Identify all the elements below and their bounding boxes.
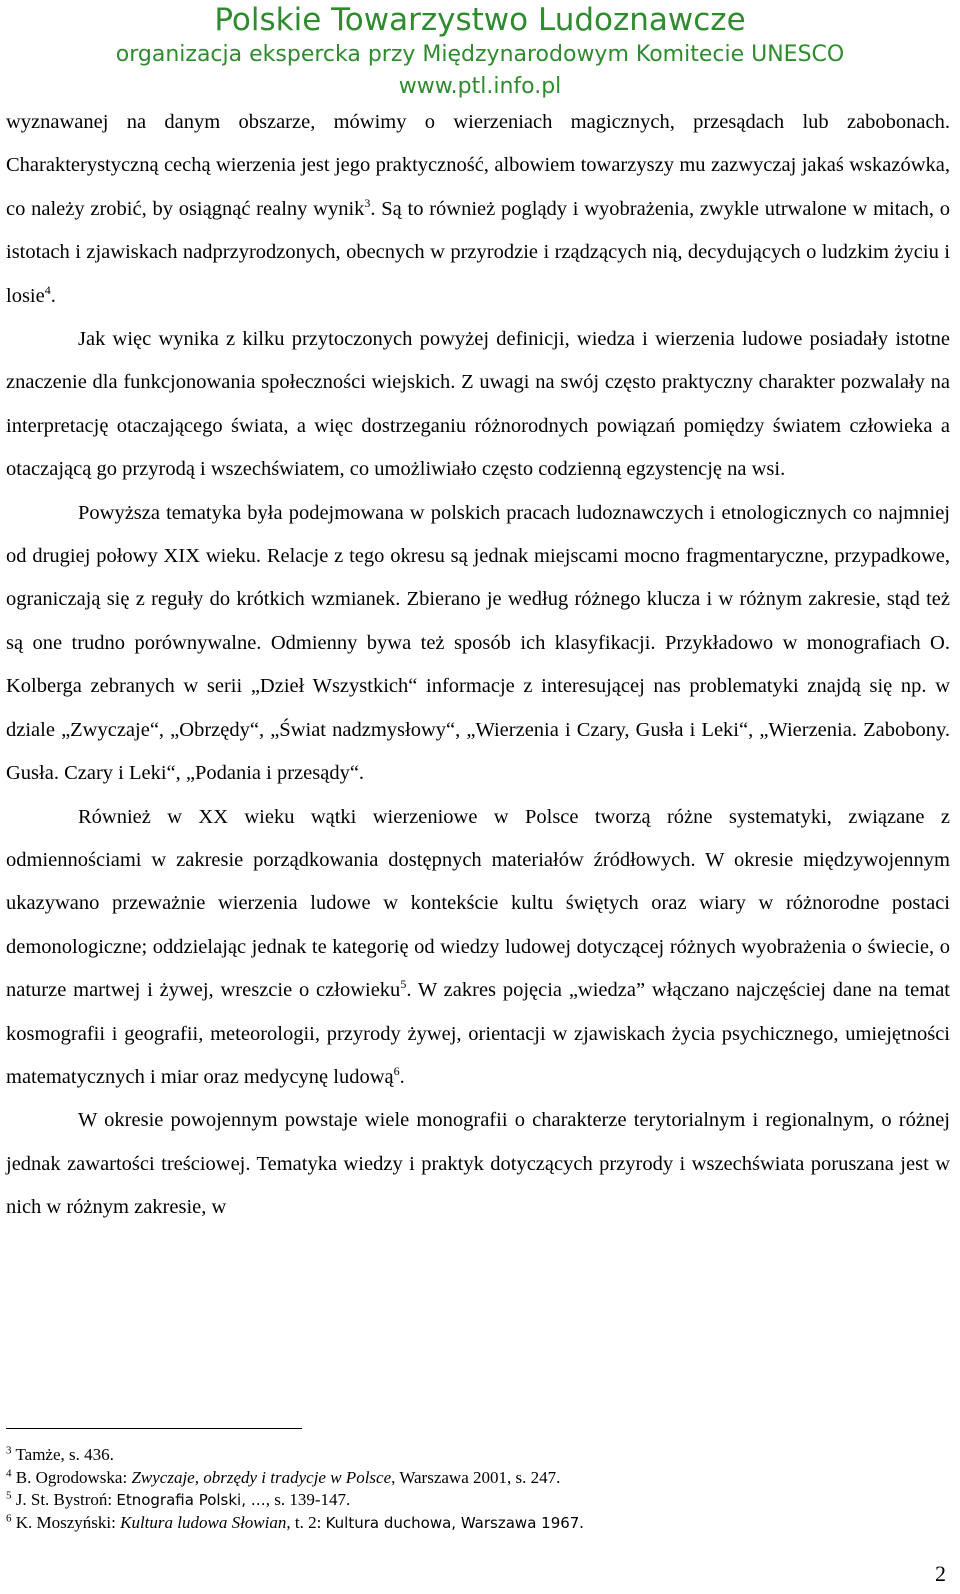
- page-number: 2: [935, 1561, 946, 1586]
- footnote-3: $^3$ Tamże, s. 436.: [6, 1444, 114, 1464]
- footnotes: [6, 1444, 946, 1534]
- organization-url[interactable]: www.ptl.info.pl: [398, 74, 562, 99]
- footnote-separator: [6, 1428, 302, 1429]
- footnote-5: $^5$ J. St. Bystroń: Etnografia Polski, …, s. 139-147.: [6, 1489, 351, 1509]
- paragraph-1: wyznawanej na danym obszarze, mówimy o wierzeniach magicznych, przesądach lub zabobonach. Charakterystyczną cechą wierzenia jest jego praktyczność, albowiem towarzyszy mu zazwyczaj jakaś wskazówka, co należy zrobić, by osiągnąć realny wynik$^3$. Są to również poglądy i wyobrażenia, zwykle utrwalone w mitach, o istotach i zjawiskach nadprzyrodzonych, obecnych w przyrodzie i rządzących nią, decydujących o ludzkim życiu i losie$^4$.: [6, 111, 950, 307]
- paragraph-2: Jak więc wynika z kilku przytoczonych powyżej definicji, wiedza i wierzenia ludowe posiadały istotne znaczenie dla funkcjonowania społeczności wiejskich. Z uwagi na swój często praktyczny charakter pozwalały na interpretację otaczającego świata, a więc dostrzeganiu różnorodnych powiązań pomiędzy światem człowieka a otaczającą go przyrodą i wszechświatem, co umożliwiało często codzienną egzystencję na wsi.: [6, 328, 950, 481]
- footnote-ref-5[interactable]: 5: [400, 977, 407, 992]
- footnote-ref-3[interactable]: 3: [364, 195, 371, 210]
- main-text: [6, 101, 950, 1230]
- paragraph-4: Również w XX wieku wątki wierzeniowe w Polsce tworzą różne systematyki, związane z odmiennościami w zakresie porządkowania dostępnych materiałów źródłowych. W okresie międzywojennym ukazywano przeważnie wierzenia ludowe w kontekście kultu świętych oraz wiary w różnorodne postaci demonologiczne; oddzielając jednak te kategorię od wiedzy ludowej dotyczącej różnych wyobrażenia o świecie, o naturze martwej i żywej, wreszcie o człowieku$^5$. W zakres pojęcia „wiedza” włączano najczęściej dane na temat kosmografii i geografii, meteorologii, przyrody żywej, orientacji w zjawiskach życia psychicznego, umiejętności matematycznych i miar oraz medycynę ludową$^6$.: [6, 805, 950, 1088]
- footnote-ref-4[interactable]: 4: [44, 282, 51, 297]
- organization-title: Polskie Towarzystwo Ludoznawcze: [214, 2, 746, 38]
- organization-subtitle: organizacja ekspercka przy Międzynarodowym Komitecie UNESCO: [115, 42, 845, 67]
- paragraph-3: Powyższa tematyka była podejmowana w polskich pracach ludoznawczych i etnologicznych co najmniej od drugiej połowy XIX wieku. Relacje z tego okresu są jednak miejscami mocno fragmentaryczne, przypadkowe, ograniczają się z reguły do krótkich wzmianek. Zbierano je według różnego klucza i w różnym zakresie, stąd też są one trudno porównywalne. Odmienny bywa też sposób ich klasyfikacji. Przykładowo w monografiach O. Kolberga zebranych w serii „Dzieł Wszystkich“ informacje z interesującej nas problematyki znajdą się np. w dziale „Zwyczaje“, „Obrzędy“, „Świat nadzmysłowy“, „Wierzenia i Czary, Gusła i Leki“, „Wierzenia. Zabobony. Gusła. Czary i Leki“, „Podania i przesądy“.: [6, 501, 950, 785]
- footnote-4: $^4$ B. Ogrodowska: Zwyczaje, obrzędy i tradycje w Polsce, Warszawa 2001, s. 247.: [6, 1466, 561, 1487]
- footnote-ref-6[interactable]: 6: [393, 1064, 400, 1079]
- page-header: [0, 0, 960, 103]
- footnote-6: $^6$ K. Moszyński: Kultura ludowa Słowian, t. 2: Kultura duchowa, Warszawa 1967.: [6, 1511, 584, 1532]
- paragraph-5: W okresie powojennym powstaje wiele monografii o charakterze terytorialnym i regionalnym, o różnej jednak zawartości treściowej. Tematyka wiedzy i praktyk dotyczących przyrody i wszechświata poruszana jest w nich w różnym zakresie, w: [6, 1109, 950, 1219]
